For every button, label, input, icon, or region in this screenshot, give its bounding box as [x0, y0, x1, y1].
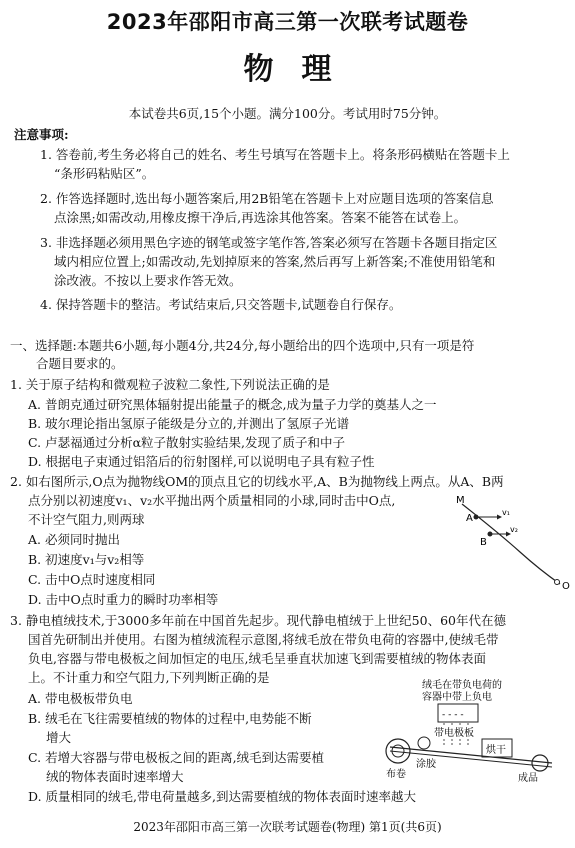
- label-m: M: [456, 495, 465, 506]
- question-1-stem: 1. 关于原子结构和微观粒子波粒二象性,下列说法正确的是: [10, 377, 330, 392]
- question-3-stem: 3. 静电植绒技术,于3000多年前在中国首先起步。现代静电植绒于上世纪50、60年代在德: [10, 613, 506, 628]
- question-1-option-b: B. 玻尔理论指出氢原子能级是分立的,并测出了氢原子光谱: [28, 416, 350, 431]
- page-footer: 2023年邵阳市高三第一次联考试题卷(物理) 第1页(共6页): [133, 820, 442, 834]
- question-3-option-b-cont: 增大: [46, 730, 72, 745]
- label-container-line1: 绒毛在带负电荷的: [422, 680, 502, 691]
- section-heading-cont: 合题目要求的。: [36, 356, 124, 371]
- question-2-option-c: C. 击中O点时速度相同: [28, 572, 156, 587]
- parabola-figure: [440, 494, 570, 596]
- point-b: [488, 532, 493, 537]
- question-2-option-b: B. 初速度v₁与v₂相等: [28, 552, 145, 567]
- label-roll: 布卷: [386, 769, 406, 780]
- flocking-process-figure: [380, 677, 560, 785]
- notice-heading: 注意事项:: [14, 127, 69, 142]
- label-dry: 烘干: [486, 745, 506, 756]
- question-3-stem-cont: 国首先研制出并使用。右图为植绒流程示意图,将绒毛放在带负电荷的容器中,使绒毛带: [28, 632, 499, 647]
- notice-line: 2. 作答选择题时,选出每小题答案后,用2B铅笔在答题卡上对应题目选项的答案信息: [40, 191, 494, 206]
- label-o: O: [562, 581, 570, 592]
- section-heading: 一、选择题:本题共6小题,每小题4分,共24分,每小题给出的四个选项中,只有一项是符: [10, 338, 475, 353]
- exam-summary: 本试卷共6页,15个小题。满分100分。考试用时75分钟。: [128, 106, 447, 121]
- subject-title: 物理: [243, 52, 360, 87]
- question-3-option-a: A. 带电极板带负电: [28, 691, 133, 706]
- notice-line: 1. 答卷前,考生务必将自己的姓名、考生号填写在答题卡上。将条形码横贴在答题卡上: [40, 147, 510, 162]
- question-3-stem-cont: 负电,容器与带电极板之间加恒定的电压,绒毛呈垂直状加速飞到需要植绒的物体表面: [28, 651, 486, 666]
- point-o: [555, 580, 560, 585]
- cloth-roll: [386, 739, 410, 763]
- glue-roller: [418, 737, 430, 749]
- label-b: B: [480, 537, 487, 548]
- notice-line: “条形码粘贴区”。: [54, 166, 155, 181]
- label-v1: v₁: [502, 508, 510, 517]
- label-container-line2: 容器中带上负电: [422, 692, 492, 703]
- label-glue: 涂胶: [416, 759, 436, 770]
- label-a: A: [466, 513, 473, 524]
- question-3-option-d: D. 质量相同的绒毛,带电荷量越多,到达需要植绒的物体表面时速率越大: [28, 789, 416, 804]
- question-1-option-a: A. 普朗克通过研究黑体辐射提出能量子的概念,成为量子力学的奠基人之一: [28, 397, 437, 412]
- question-1-option-c: C. 卢瑟福通过分析α粒子散射实验结果,发现了质子和中子: [28, 435, 345, 450]
- notice-line: 域内相应位置上;如需改动,先划掉原来的答案,然后再写上新答案;不准使用铅笔和: [54, 254, 496, 269]
- question-2-stem: 2. 如右图所示,O点为抛物线OM的顶点且它的切线水平,A、B为抛物线上两点。从A、B两: [10, 474, 504, 489]
- svg-text:- - - -: - - - -: [442, 710, 464, 720]
- label-product: 成品: [518, 773, 538, 784]
- notice-line: 涂改液。不按以上要求作答无效。: [54, 273, 242, 288]
- exam-title: 2023年邵阳市高三第一次联考试题卷: [106, 10, 469, 34]
- question-2-option-d: D. 击中O点时重力的瞬时功率相等: [28, 592, 219, 607]
- question-2-stem-cont: 点分别以初速度v₁、v₂水平抛出两个质量相同的小球,同时击中O点,: [28, 493, 396, 508]
- question-3-option-b: B. 绒毛在飞往需要植绒的物体的过程中,电势能不断: [28, 711, 312, 726]
- question-2-stem-cont: 不计空气阻力,则两球: [28, 512, 145, 527]
- notice-line: 4. 保持答题卡的整洁。考试结束后,只交答题卡,试题卷自行保存。: [40, 297, 402, 312]
- point-a: [474, 515, 479, 520]
- question-3-stem-cont: 上。不计重力和空气阻力,下列判断正确的是: [28, 670, 270, 685]
- product-roll: [532, 755, 548, 771]
- question-3-option-c-cont: 绒的物体表面时速率增大: [46, 769, 184, 784]
- label-plate: 带电极板: [434, 728, 474, 739]
- question-1-option-d: D. 根据电子束通过铝箔后的衍射图样,可以说明电子具有粒子性: [28, 454, 375, 469]
- notice-line: 3. 非选择题必须用黑色字迹的钢笔或签字笔作答,答案必须写在答题卡各题目指定区: [40, 235, 498, 250]
- notice-line: 点涂黑;如需改动,用橡皮擦干净后,再选涂其他答案。答案不能答在试卷上。: [54, 210, 467, 225]
- label-v2: v₂: [510, 525, 518, 534]
- question-3-option-c: C. 若增大容器与带电极板之间的距离,绒毛到达需要植: [28, 750, 325, 765]
- question-2-option-a: A. 必须同时抛出: [28, 532, 120, 547]
